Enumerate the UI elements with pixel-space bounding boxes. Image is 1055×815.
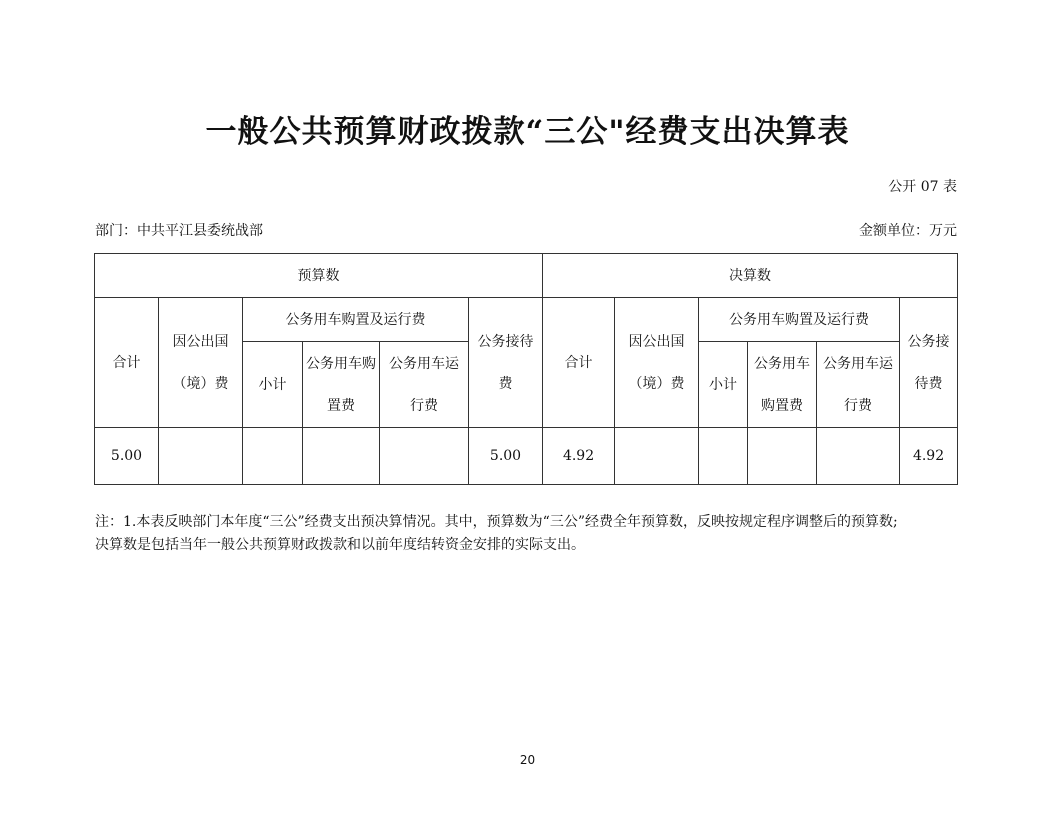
final-operation-value xyxy=(817,428,900,485)
final-operation-line2: 行费 xyxy=(844,397,873,414)
budget-subtotal-value xyxy=(243,428,303,485)
final-subtotal-header: 小计 xyxy=(699,342,748,428)
final-abroad-line1: 因公出国 xyxy=(628,333,685,350)
final-total-header: 合计 xyxy=(543,298,615,428)
budget-reception-header xyxy=(469,298,543,428)
final-purchase-value xyxy=(748,428,817,485)
table-header-row-2 xyxy=(95,298,958,342)
final-reception-value: 4.92 xyxy=(900,428,958,485)
budget-subtotal-header: 小计 xyxy=(243,342,303,428)
table-header-row-1 xyxy=(95,254,958,298)
budget-reception-value: 5.00 xyxy=(469,428,543,485)
final-abroad-header xyxy=(615,298,699,428)
final-header: 决算数 xyxy=(543,254,958,298)
final-abroad-value xyxy=(615,428,699,485)
note-line-1: 注：1.本表反映部门本年度“三公”经费支出预决算情况。其中，预算数为“三公”经费全年预算数，反映按规定程序调整后的预算数; xyxy=(95,514,898,530)
budget-purchase-header xyxy=(303,342,380,428)
budget-operation-line2: 行费 xyxy=(410,397,438,414)
final-abroad-line2: （境）费 xyxy=(628,375,685,392)
final-reception-header xyxy=(900,298,958,428)
budget-total-value: 5.00 xyxy=(95,428,159,485)
final-total-value: 4.92 xyxy=(543,428,615,485)
table-number: 公开 07 表 xyxy=(888,179,957,195)
budget-operation-line1: 公务用车运 xyxy=(389,355,459,372)
final-subtotal-value xyxy=(699,428,748,485)
final-operation-header xyxy=(817,342,900,428)
final-purchase-line1: 公务用车 xyxy=(754,355,811,372)
budget-vehicle-header: 公务用车购置及运行费 xyxy=(243,298,469,342)
budget-total-header: 合计 xyxy=(95,298,159,428)
budget-abroad-value xyxy=(159,428,243,485)
budget-abroad-header xyxy=(159,298,243,428)
table-row xyxy=(95,428,958,485)
budget-operation-value xyxy=(380,428,469,485)
three-public-expense-table xyxy=(94,253,958,485)
note-line-2: 决算数是包括当年一般公共预算财政拨款和以前年度结转资金安排的实际支出。 xyxy=(95,537,585,553)
budget-abroad-line1: 因公出国 xyxy=(172,333,229,350)
final-reception-line2: 待费 xyxy=(914,375,943,392)
final-reception-line1: 公务接 xyxy=(907,333,950,350)
budget-header: 预算数 xyxy=(95,254,543,298)
table-notes xyxy=(95,511,965,557)
page-number: 20 xyxy=(519,753,536,767)
amount-unit-label: 金额单位：万元 xyxy=(859,223,957,239)
budget-operation-header xyxy=(380,342,469,428)
final-purchase-header xyxy=(748,342,817,428)
budget-purchase-line1: 公务用车购 xyxy=(306,355,376,372)
final-vehicle-header: 公务用车购置及运行费 xyxy=(699,298,900,342)
page-title: 一般公共预算财政拨款“三公"经费支出决算表 xyxy=(205,114,850,150)
budget-abroad-line2: （境）费 xyxy=(172,375,229,392)
budget-purchase-value xyxy=(303,428,380,485)
final-purchase-line2: 购置费 xyxy=(761,397,804,414)
department-label: 部门：中共平江县委统战部 xyxy=(95,223,263,239)
budget-reception-line2: 费 xyxy=(498,375,513,392)
budget-reception-line1: 公务接待 xyxy=(477,333,534,350)
budget-purchase-line2: 置费 xyxy=(327,397,355,414)
final-operation-line1: 公务用车运 xyxy=(823,355,894,372)
